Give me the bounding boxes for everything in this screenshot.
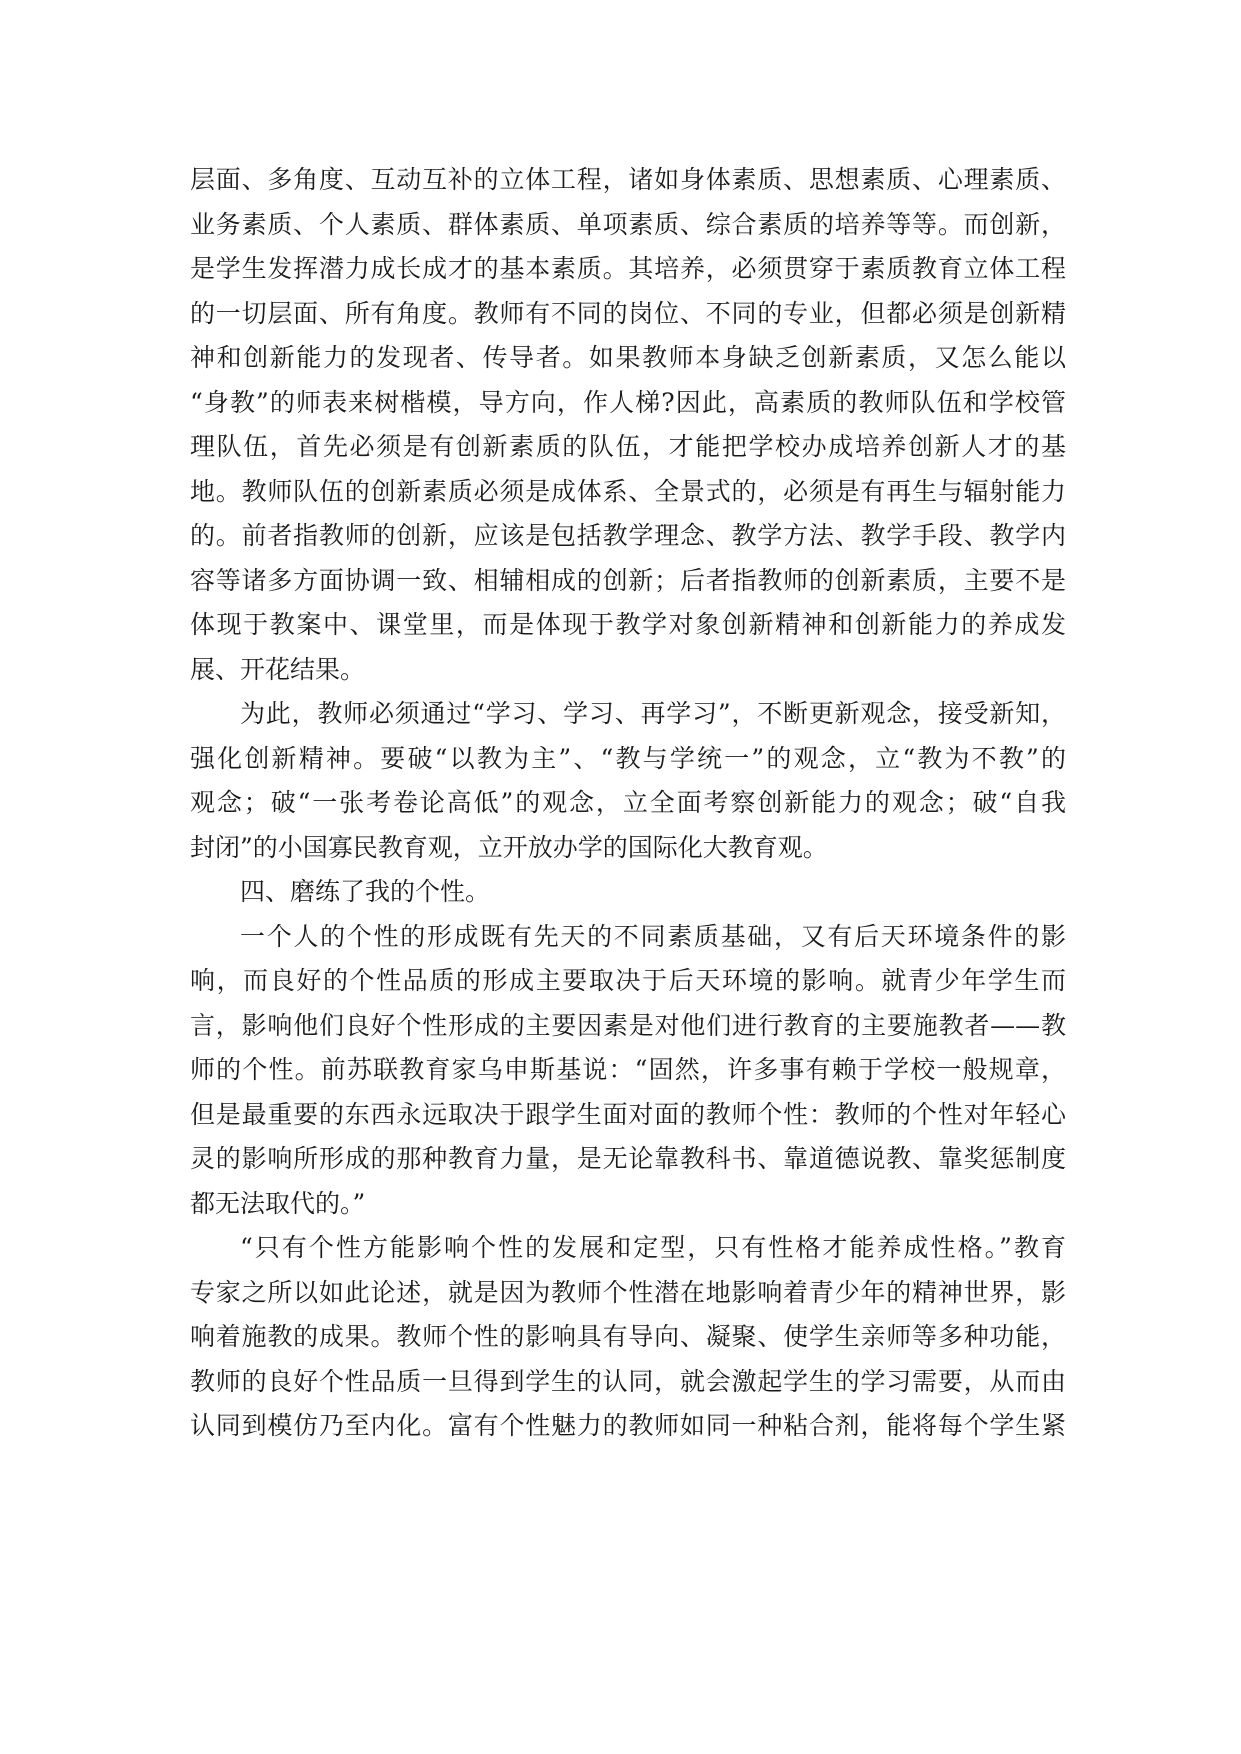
text-line: 地。教师队伍的创新素质必须是成体系、全景式的，必须是有再生与辐射能力: [190, 476, 1066, 506]
text-line: 封闭”的小国寡民教育观，立开放办学的国际化大教育观。: [190, 832, 828, 862]
text-line: 一个人的个性的形成既有先天的不同素质基础，又有后天环境条件的影: [240, 921, 1066, 951]
text-line: 灵的影响所形成的那种教育力量，是无论靠教科书、靠道德说教、靠奖惩制度: [190, 1144, 1066, 1173]
text-line: 但是最重要的东西永远取决于跟学生面对面的教师个性：教师的个性对年轻心: [190, 1099, 1066, 1129]
text-line: 容等诸多方面协调一致、相辅相成的创新；后者指教师的创新素质，主要不是: [190, 565, 1066, 595]
text-line: 师的个性。前苏联教育家乌申斯基说：“固然，许多事有赖于学校一般规章，: [190, 1055, 1066, 1084]
text-line: 四、磨练了我的个性。: [240, 877, 491, 906]
text-line: 是学生发挥潜力成长成才的基本素质。其培养，必须贯穿于素质教育立体工程: [190, 254, 1066, 283]
text-line: 的。前者指教师的创新，应该是包括教学理念、教学方法、教学手段、教学内: [190, 521, 1066, 550]
text-line: 理队伍，首先必须是有创新素质的队伍，才能把学校办成培养创新人才的基: [190, 432, 1066, 461]
text-line: 响着施教的成果。教师个性的影响具有导向、凝聚、使学生亲师等多种功能，: [190, 1322, 1066, 1351]
text-line: 专家之所以如此论述，就是因为教师个性潜在地影响着青少年的精神世界，影: [190, 1277, 1066, 1307]
document-body: [190, 158, 1066, 1449]
text-line: 体现于教案中、课堂里，而是体现于教学对象创新精神和创新能力的养成发: [190, 610, 1066, 639]
text-line: 展、开花结果。: [190, 654, 366, 684]
text-line: 教师的良好个性品质一旦得到学生的认同，就会激起学生的学习需要，从而由: [190, 1366, 1066, 1396]
text-line: 神和创新能力的发现者、传导者。如果教师本身缺乏创新素质，又怎么能以: [190, 343, 1066, 372]
text-line: 言，影响他们良好个性形成的主要因素是对他们进行教育的主要施教者——教: [190, 1010, 1066, 1040]
text-line: 认同到模仿乃至内化。富有个性魅力的教师如同一种粘合剂，能将每个学生紧: [190, 1411, 1066, 1440]
text-line: 为此，教师必须通过“学习、学习、再学习”，不断更新观念，接受新知，: [240, 699, 1066, 728]
text-line: “身教”的师表来树楷模，导方向，作人梯?因此，高素质的教师队伍和学校管: [190, 387, 1066, 417]
text-line: 业务素质、个人素质、群体素质、单项素质、综合素质的培养等等。而创新，: [190, 209, 1066, 239]
text-line: 强化创新精神。要破“以教为主”、“教与学统一”的观念，立“教为不教”的: [190, 743, 1066, 773]
text-line: 的一切层面、所有角度。教师有不同的岗位、不同的专业，但都必须是创新精: [190, 298, 1066, 328]
text-line: 都无法取代的。”: [190, 1188, 366, 1218]
text-line: 观念；破“一张考卷论高低”的观念，立全面考察创新能力的观念；破“自我: [190, 788, 1066, 817]
text-line: “只有个性方能影响个性的发展和定型，只有性格才能养成性格。”教育: [240, 1233, 1066, 1262]
text-line: 响，而良好的个性品质的形成主要取决于后天环境的影响。就青少年学生而: [190, 966, 1066, 995]
text-line: 层面、多角度、互动互补的立体工程，诸如身体素质、思想素质、心理素质、: [190, 165, 1066, 194]
